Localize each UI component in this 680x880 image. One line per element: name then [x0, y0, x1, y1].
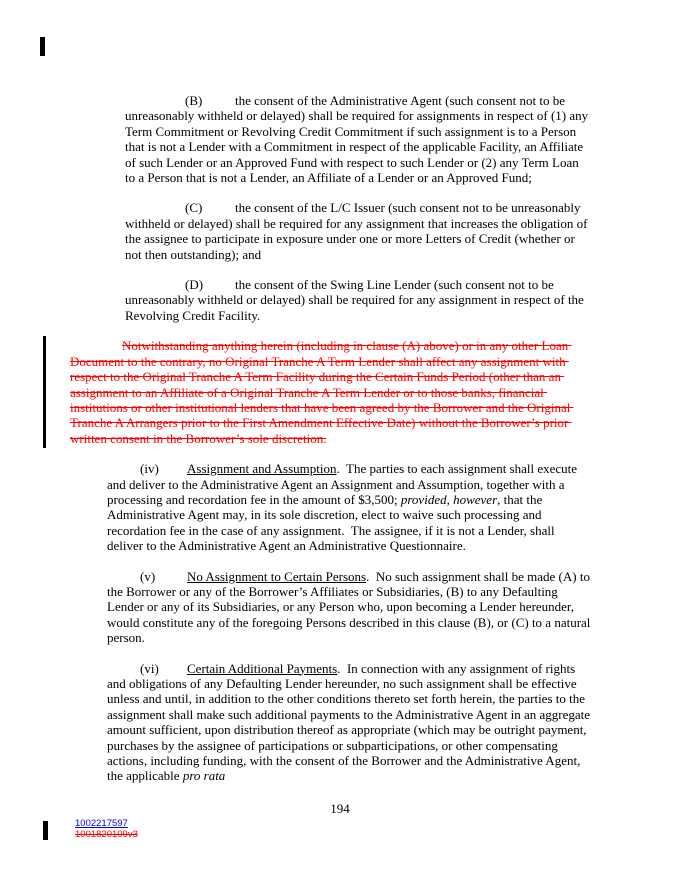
change-bar-bottom: [43, 821, 48, 840]
clause-b-paragraph: [125, 93, 591, 185]
clause-b-text: the consent of the Administrative Agent (such consent not to be unreasonably withheld or delayed) shall be required for assignments in respect of (1) any Term Commitment or Revolving Credit Commitment if such assignment is to a Person that is not a Lender with a Commitment in respect of the applicable Facility, an Affiliate of such Lender or an Approved Fund with respect to such Lender or (2) any Term Loan to a Person that is not a Lender, an Affiliate of a Lender or an Approved Fund;: [125, 93, 592, 186]
subclause-v-heading: No Assignment to Certain Persons: [187, 568, 367, 584]
subclause-vi-paragraph: [107, 660, 594, 784]
subclause-iv-heading: Assignment and Assumption: [187, 461, 337, 477]
subclause-vi-heading: Certain Additional Payments: [187, 660, 338, 676]
subclause-iv-italic: provided, however: [400, 491, 498, 507]
deleted-paragraph-text: Notwithstanding anything herein (including in clause (A) above) or in any other Loan Document to the contrary, no Original Tranche A Term Lender shall affect any assignment with respect to the Original Tranche A Term Facility during the Certain Funds Period (other than an assignment to an Affiliate of a Original Tranche A Term Lender or to those banks, financial institutions or other institutional lenders that have been agreed by the Borrower and the Original Tranche A Arrangers prior to the First Amendment Effective Date) without the Borrower’s prior written consent in the Borrower’s sole discretion.: [70, 338, 574, 446]
clause-c-label: (C): [185, 200, 203, 216]
subclause-vi-label: (vi): [140, 660, 159, 676]
subclause-vi-trailing-italic: pro rata: [182, 768, 226, 784]
change-bar-middle: [43, 336, 46, 448]
clause-d-paragraph: [125, 277, 591, 323]
clause-c-paragraph: [125, 200, 591, 262]
document-body: [0, 93, 680, 799]
subclause-iv-label: (iv): [140, 461, 159, 477]
clause-c-text: the consent of the L/C Issuer (such consent not to be unreasonably withheld or delayed) shall be required for any assignment that increases the obligation of the assignee to participate in exposure under one or more Letters of Credit (whether or not then outstanding); and: [125, 200, 591, 262]
doc-id-previous-struck: 1001820109v3: [75, 829, 138, 840]
clause-d-text: the consent of the Swing Line Lender (such consent not to be unreasonably withheld or delayed) shall be required for any assignment in respect of the Revolving Credit Facility.: [125, 277, 588, 323]
subclause-v-paragraph: [107, 568, 594, 646]
subclause-v-text: . No such assignment shall be made (A) to the Borrower or any of the Borrower’s Affiliates or Subsidiaries, (B) to any Defaulting Lender or any of its Subsidiaries, or any Person who, upon becoming a Lender hereunder, would constitute any of the foregoing Persons described in this clause (B), or (C) to a natural person.: [107, 568, 594, 646]
page-number: 194: [330, 801, 350, 816]
clause-d-label: (D): [185, 277, 204, 293]
subclause-iv-text-2: , that the Administrative Agent may, in its sole discretion, elect to waive such processing and recordation fee in the case of any assignment. The assignee, if it is not a Lender, shall deliver to the Administrative Agent an Administrative Questionnaire.: [107, 491, 558, 554]
subclause-iv-paragraph: [107, 461, 591, 553]
clause-b-label: (B): [185, 93, 203, 108]
subclause-vi-text: . In connection with any assignment of rights and obligations of any Defaulting Lender hereunder, no such assignment shall be effective unless and until, in addition to the other conditions thereto set forth herein, the parties to the assignment shall make such additional payments to the Administrative Agent in an aggregate amount sufficient, upon distribution thereof as appropriate (which may be outright payment, purchases by the assignee of participations or subparticipations, or other compensating actions, including funding, with the consent of the Borrower and the Administrative Agent, the applicable: [107, 660, 594, 784]
subclause-iv-text-1: . The parties to each assignment shall execute and deliver to the Administrative Agent an Assignment and Assumption, together with a processing and recordation fee in the amount of $3,500;: [107, 461, 581, 507]
change-bar-top: [40, 37, 45, 56]
doc-id-current-link[interactable]: 1002217597: [75, 818, 128, 829]
document-id-stamp: [75, 818, 138, 840]
deleted-paragraph: [70, 338, 591, 446]
subclause-v-label: (v): [140, 568, 156, 584]
